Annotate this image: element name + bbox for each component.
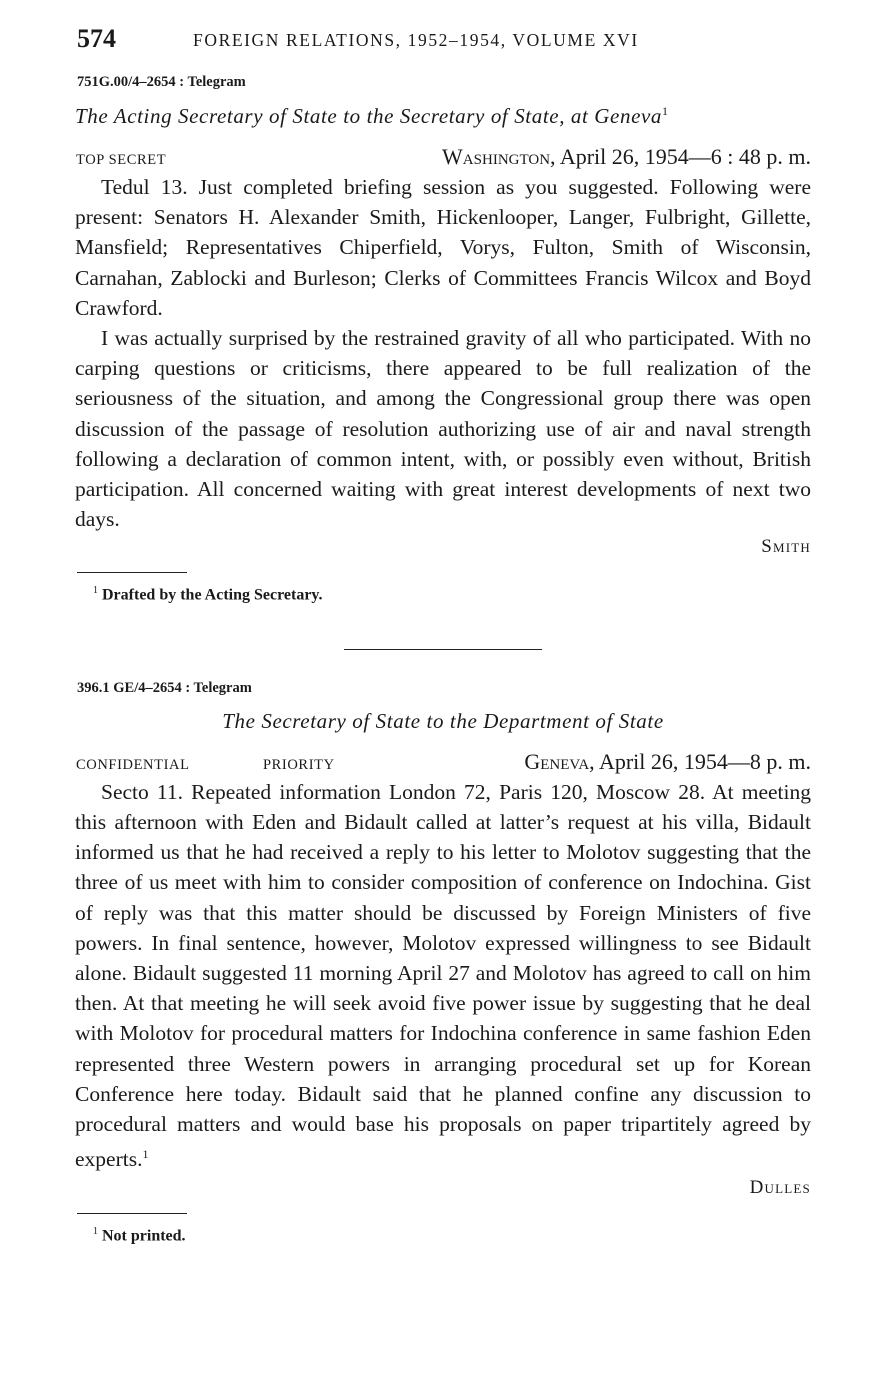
dateline-date: , April 26, 1954—6 : 48 p. m.: [550, 144, 811, 169]
dateline-place: Washington: [442, 144, 551, 169]
document-title: [75, 97, 811, 130]
dateline: [524, 749, 811, 775]
document-2: [75, 680, 811, 1245]
document-body: [75, 777, 811, 1175]
footnote: [93, 1226, 811, 1245]
text-footnote-mark: 1: [142, 1147, 149, 1162]
classification-line: [75, 747, 811, 777]
running-head: [75, 22, 811, 62]
footnote-mark: 1: [93, 585, 98, 597]
document-title-text: The Acting Secretary of State to the Secretary of State, at Geneva: [75, 104, 663, 128]
classification: CONFIDENTIAL: [76, 756, 190, 773]
document-1: [75, 74, 811, 605]
signature: Dulles: [749, 1176, 811, 1198]
footnote-mark: 1: [93, 1225, 98, 1237]
classification: TOP SECRET: [76, 152, 167, 168]
dateline-date: , April 26, 1954—8 p. m.: [589, 748, 811, 774]
paragraph: [75, 777, 811, 1175]
classification-line: [75, 142, 811, 172]
running-title: FOREIGN RELATIONS, 1952–1954, VOLUME XVI: [193, 30, 639, 50]
footnote: [93, 585, 811, 604]
footnote-rule: [77, 1213, 187, 1214]
document-body: [75, 172, 811, 534]
footnote-text: Drafted by the Acting Secretary.: [102, 586, 323, 604]
paragraph: Tedul 13. Just completed briefing session as you suggested. Following were present: Senators H. Alexander Smith, Hickenlooper, Langer, Fulbright, Gillette, Mansfield; Representatives Chiperfield, Vorys, Fulton, Smith of Wisconsin, Carnahan, Zablocki and Burleson; Clerks of Committees Francis Wilcox and Boyd Crawford.: [75, 175, 811, 320]
footnote-text: Not printed.: [102, 1226, 186, 1244]
page-number: 574: [77, 24, 116, 53]
document-title-text: The Secretary of State to the Department of State: [222, 708, 664, 733]
document-reference: 396.1 GE/4–2654 : Telegram: [77, 679, 252, 696]
dateline: [442, 144, 811, 170]
title-footnote-mark: 1: [662, 104, 669, 118]
paragraph-text: Secto 11. Repeated information London 72, Paris 120, Moscow 28. At meeting this afternoon with Eden and Bidault called at latter’s request at his villa, Bidault informed us that he had received a reply to his letter to Molotov suggesting that the three of us meet with him to consider composition of conference on Indochina. Gist of reply was that this matter should be discussed by Foreign Ministers of five powers. In final sentence, however, Molotov expressed willingness to see Bidault alone. Bidault suggested 11 morning April 27 and Molotov has agreed to call on him then. At that meeting he will seek avoid five power issue by suggesting that he deal with Molotov for procedural matters for Indochina conference in same fashion Eden represented three Western powers in arranging procedural set up for Korean Conference here today. Bidault said that he planned confine any discussion to procedural matters and would base his proposals on paper tripartitely agreed by experts.: [75, 779, 811, 1172]
priority: PRIORITY: [263, 756, 335, 773]
paragraph: I was actually surprised by the restrained gravity of all who participated. With no carping questions or criticisms, there appeared to be full realization of the seriousness of the situation, and among the Congressional group there was open discussion of the passage of resolution authorizing use of air and naval strength following a declaration of common intent, with, or possibly even without, British participation. All concerned waiting with great interest developments of next two days.: [75, 326, 811, 532]
document-reference: 751G.00/4–2654 : Telegram: [77, 74, 246, 90]
signature: Smith: [761, 536, 811, 558]
footnote-rule: [77, 572, 187, 573]
document-title: [75, 707, 811, 735]
section-separator: [344, 649, 542, 650]
document-page: [75, 22, 811, 1245]
dateline-place: Geneva: [524, 748, 590, 774]
